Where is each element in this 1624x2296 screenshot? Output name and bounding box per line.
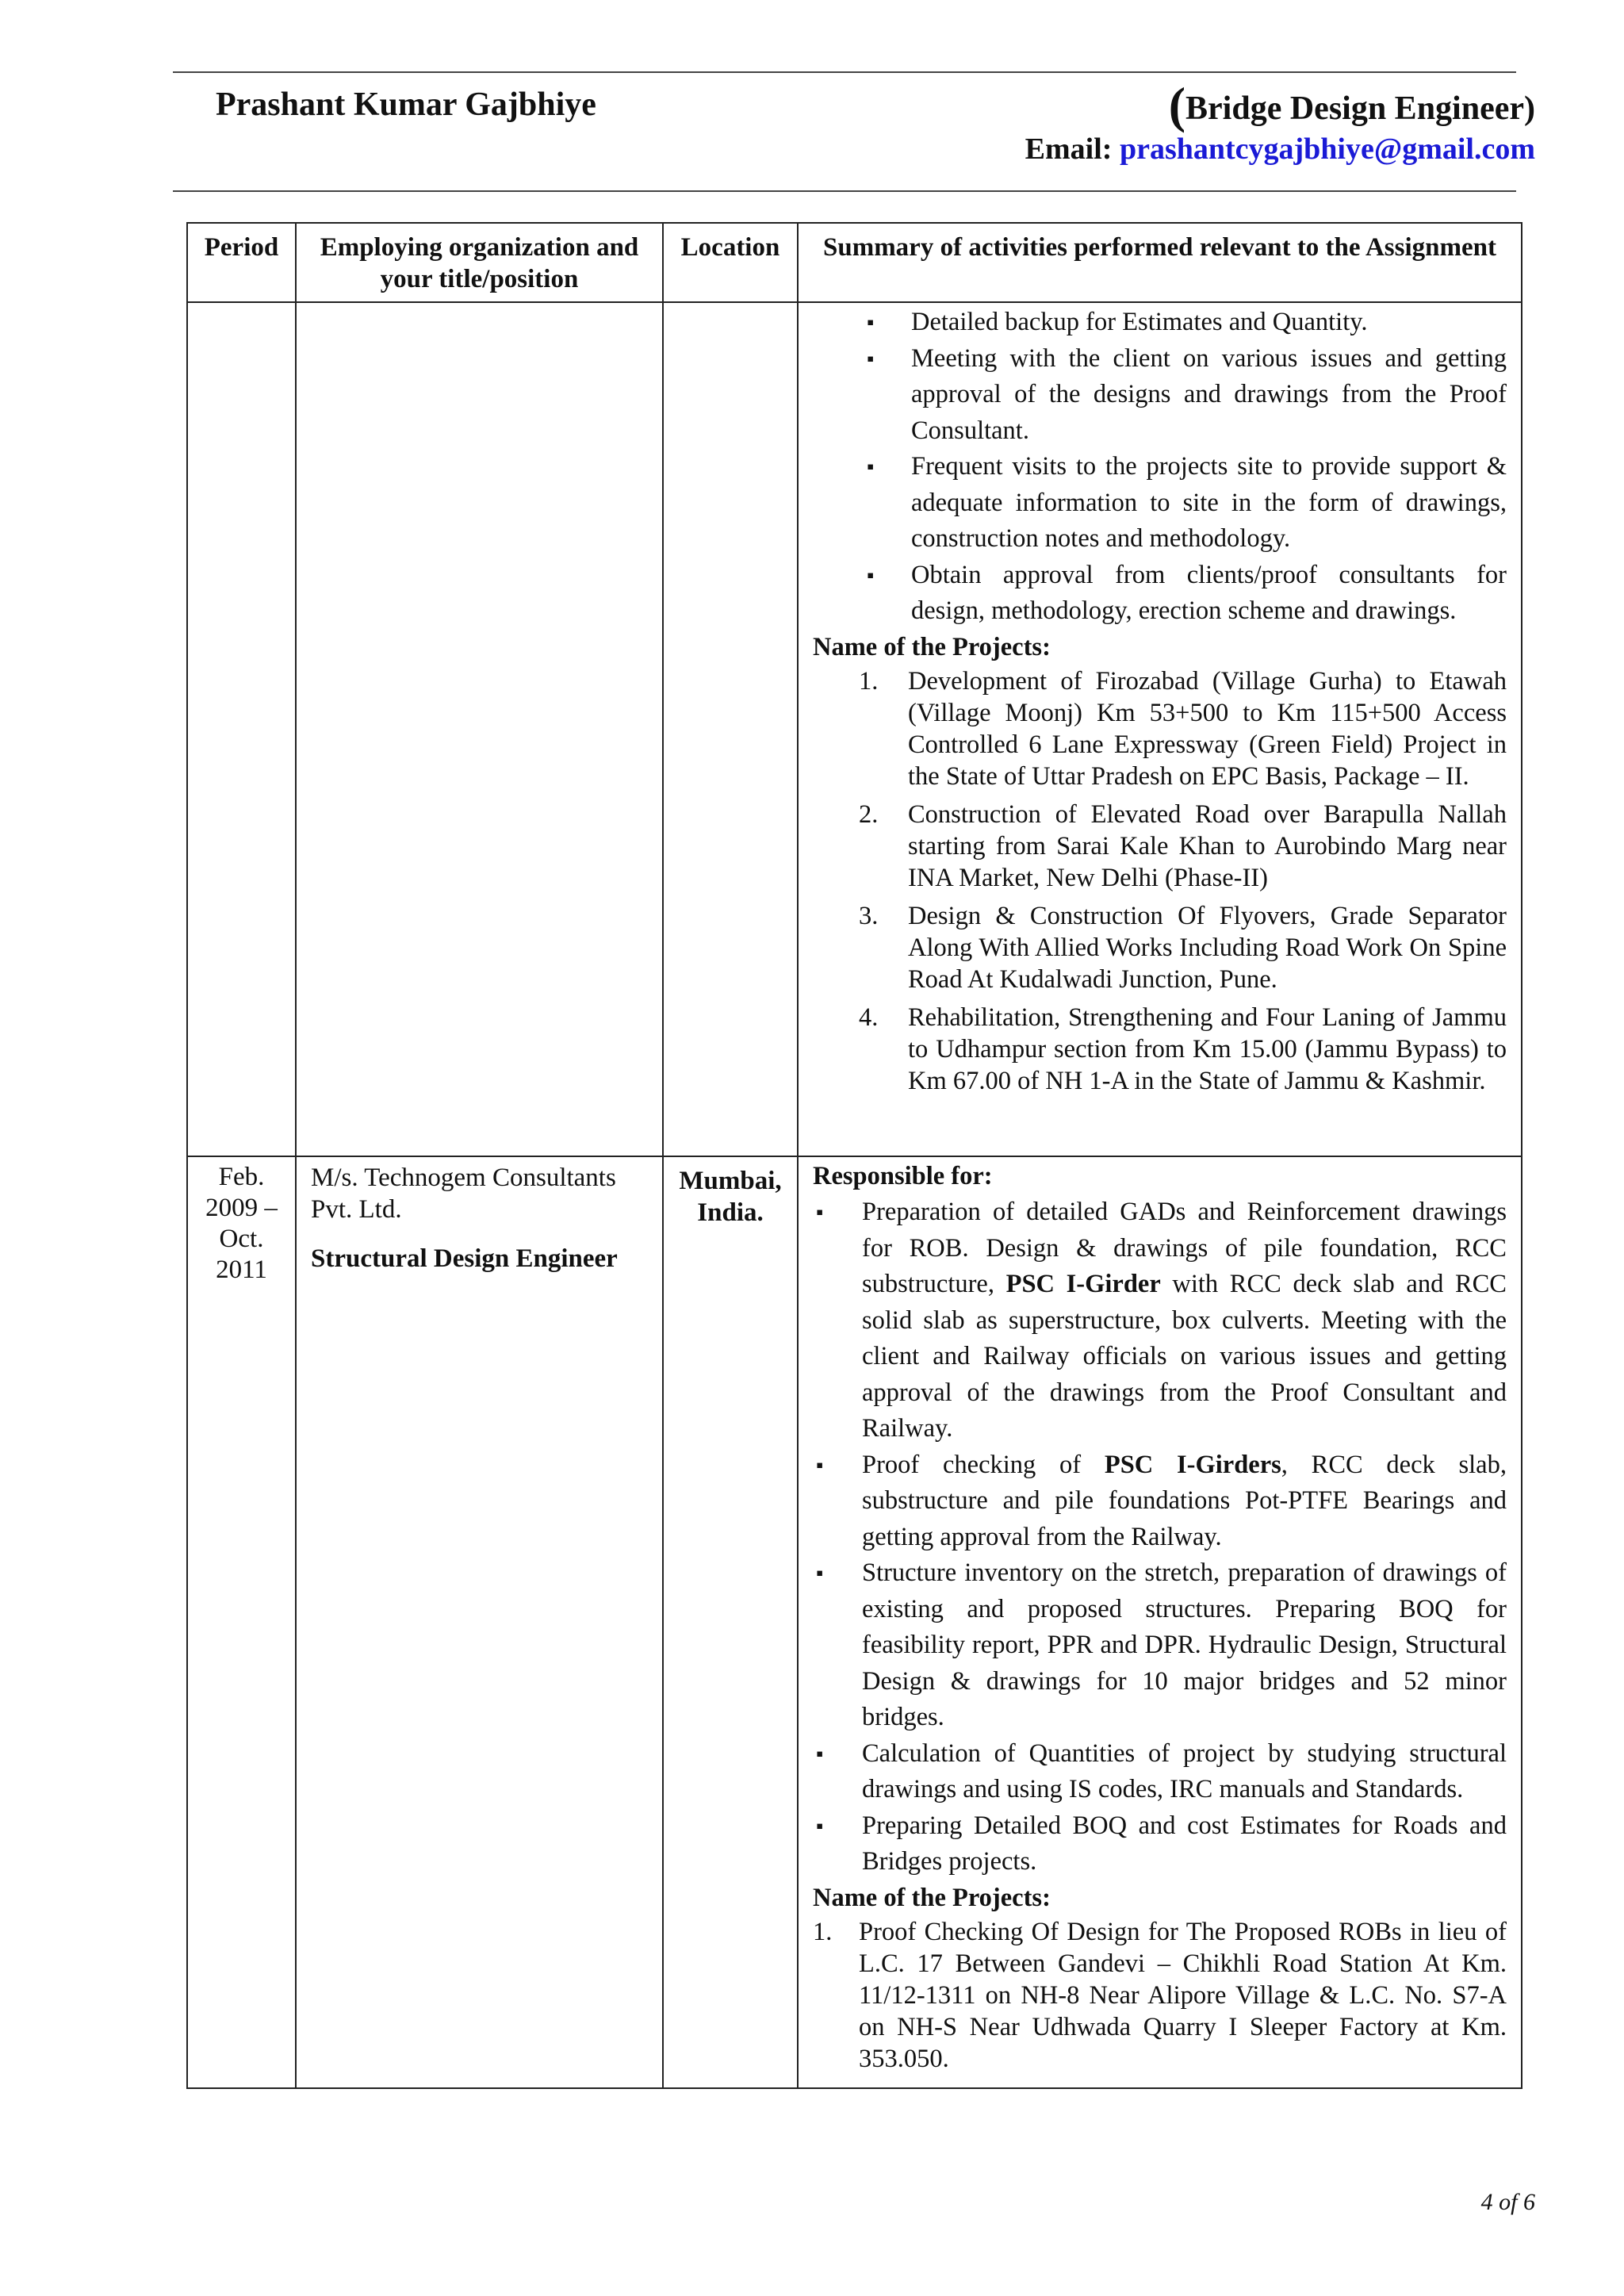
job-title: Structural Design Engineer — [311, 1244, 618, 1273]
table-header-row — [187, 223, 1522, 302]
list-item: ▪ Detailed backup for Estimates and Quantity. — [813, 305, 1507, 341]
responsible-heading: Responsible for: — [813, 1162, 993, 1190]
location-text: Mumbai, India. — [679, 1167, 782, 1227]
candidate-name: Prashant Kumar Gajbhiye — [216, 86, 596, 123]
bullet-bold-text: PSC I-Girder — [1005, 1270, 1161, 1298]
list-item — [813, 1808, 1507, 1880]
project-number: 3. — [859, 901, 879, 930]
column-header-organization: Employing organization and your title/position — [296, 223, 663, 302]
project-number: 4. — [859, 1002, 879, 1032]
organization-cell — [296, 1156, 663, 2088]
projects-list — [813, 1916, 1507, 2075]
bullet-text: with RCC deck slab and RCC solid slab as superstructure, box culverts. Meeting with the client and Railway officials on various issues and getting approval of the drawings from the Proof Consultant and Railway. — [862, 1270, 1507, 1443]
period-line: 2009 – — [205, 1194, 278, 1222]
project-text: Proof Checking Of Design for The Proposed ROBs in lieu of L.C. 17 Between Gandevi – Chikhli Road Station At Km. 11/12-1311 on NH-8 Near Alipore Village & L.C. No. S7-A on NH-S Near Udhwada Quarry I Sleeper Factory at Km. 353.050. — [859, 1917, 1507, 2073]
activity-list — [813, 305, 1507, 630]
list-item — [813, 1736, 1507, 1808]
period-line: Feb. — [218, 1163, 265, 1191]
list-item — [813, 665, 1507, 792]
summary-cell — [798, 1156, 1522, 2088]
bullet-text: Preparation of detailed GADs and Reinforcement drawings for ROB. Design & drawings of pile foundation, RCC substructure, — [862, 1198, 1507, 1298]
list-item: ▪ Meeting with the client on various issues and getting approval of the designs and drawings from the Proof Consultant. — [813, 341, 1507, 450]
column-header-period: Period — [187, 223, 296, 302]
project-number: 2. — [859, 799, 879, 829]
list-item: ▪ Obtain approval from clients/proof consultants for design, methodology, erection scheme and drawings. — [813, 558, 1507, 630]
role-open-paren: ( — [1168, 77, 1186, 133]
period-cell — [187, 302, 296, 1156]
header-bottom-rule — [173, 190, 1516, 192]
bullet-text: Structure inventory on the stretch, preparation of drawings of existing and proposed structures. Preparing BOQ for feasibility report, PPR and DPR. Hydraulic Design, Structural Design & drawings for 10 major bridges and 52 minor bridges. — [862, 1558, 1507, 1731]
projects-heading: Name of the Projects: — [813, 632, 1051, 661]
organization-name: M/s. Technogem Consultants Pvt. Ltd. — [311, 1163, 616, 1224]
list-item — [813, 1002, 1507, 1097]
organization-cell — [296, 302, 663, 1156]
summary-cell — [798, 302, 1522, 1156]
email-link[interactable]: prashantcygajbhiye@gmail.com — [1119, 132, 1535, 166]
project-text: Design & Construction Of Flyovers, Grade Separator Along With Allied Works Including Road Work On Spine Road At Kudalwadi Junction, Pune. — [908, 901, 1507, 994]
projects-list — [813, 665, 1507, 1097]
bullet-text: , RCC deck slab, substructure and pile foundations Pot-PTFE Bearings and getting approval from the Railway. — [862, 1450, 1507, 1551]
responsibility-list — [813, 1194, 1507, 1880]
column-header-summary: Summary of activities performed relevant to the Assignment — [798, 223, 1522, 302]
role-text: Bridge Design Engineer) — [1185, 90, 1535, 127]
list-item — [813, 1916, 1507, 2075]
table-row — [187, 1156, 1522, 2088]
column-header-location: Location — [663, 223, 798, 302]
project-number: 1. — [813, 1917, 833, 1946]
location-cell — [663, 302, 798, 1156]
bullet-text: Calculation of Quantities of project by studying structural drawings and using IS codes, IRC manuals and Standards. — [862, 1738, 1507, 1803]
employment-table — [186, 222, 1522, 2089]
project-text: Development of Firozabad (Village Gurha) to Etawah (Village Moonj) Km 53+500 to Km 115+500 Access Controlled 6 Lane Expressway (Green Field) Project in the State of Uttar Pradesh on EPC Basis, Package – II. — [908, 666, 1507, 791]
project-number: 1. — [859, 666, 879, 696]
bullet-text: Preparing Detailed BOQ and cost Estimates for Roads and Bridges projects. — [862, 1811, 1507, 1876]
page-number: 4 of 6 — [1480, 2189, 1535, 2215]
projects-heading: Name of the Projects: — [813, 1883, 1051, 1912]
period-line: 2011 — [216, 1255, 267, 1284]
list-item — [813, 1447, 1507, 1556]
list-item — [813, 1555, 1507, 1736]
candidate-role — [1169, 76, 1535, 135]
bullet-bold-text: PSC I-Girders — [1104, 1450, 1281, 1479]
period-line: Oct. — [219, 1225, 264, 1253]
bullet-text: Proof checking of — [862, 1450, 1105, 1479]
list-item — [813, 799, 1507, 894]
list-item — [813, 1194, 1507, 1447]
project-text: Rehabilitation, Strengthening and Four Laning of Jammu to Udhampur section from Km 15.00 (Jammu Bypass) to Km 67.00 of NH 1-A in the State of Jammu & Kashmir. — [908, 1002, 1507, 1095]
period-cell — [187, 1156, 296, 2088]
table-row — [187, 302, 1522, 1156]
list-item — [813, 900, 1507, 995]
project-text: Construction of Elevated Road over Barapulla Nallah starting from Sarai Kale Khan to Aurobindo Marg near INA Market, New Delhi (Phase-II) — [908, 799, 1507, 892]
location-cell — [663, 1156, 798, 2088]
header-top-rule — [173, 71, 1516, 73]
email-line — [1025, 132, 1535, 167]
list-item: ▪ Frequent visits to the projects site to provide support & adequate information to site in the form of drawings, construction notes and methodology. — [813, 449, 1507, 558]
email-label: Email: — [1025, 132, 1113, 166]
